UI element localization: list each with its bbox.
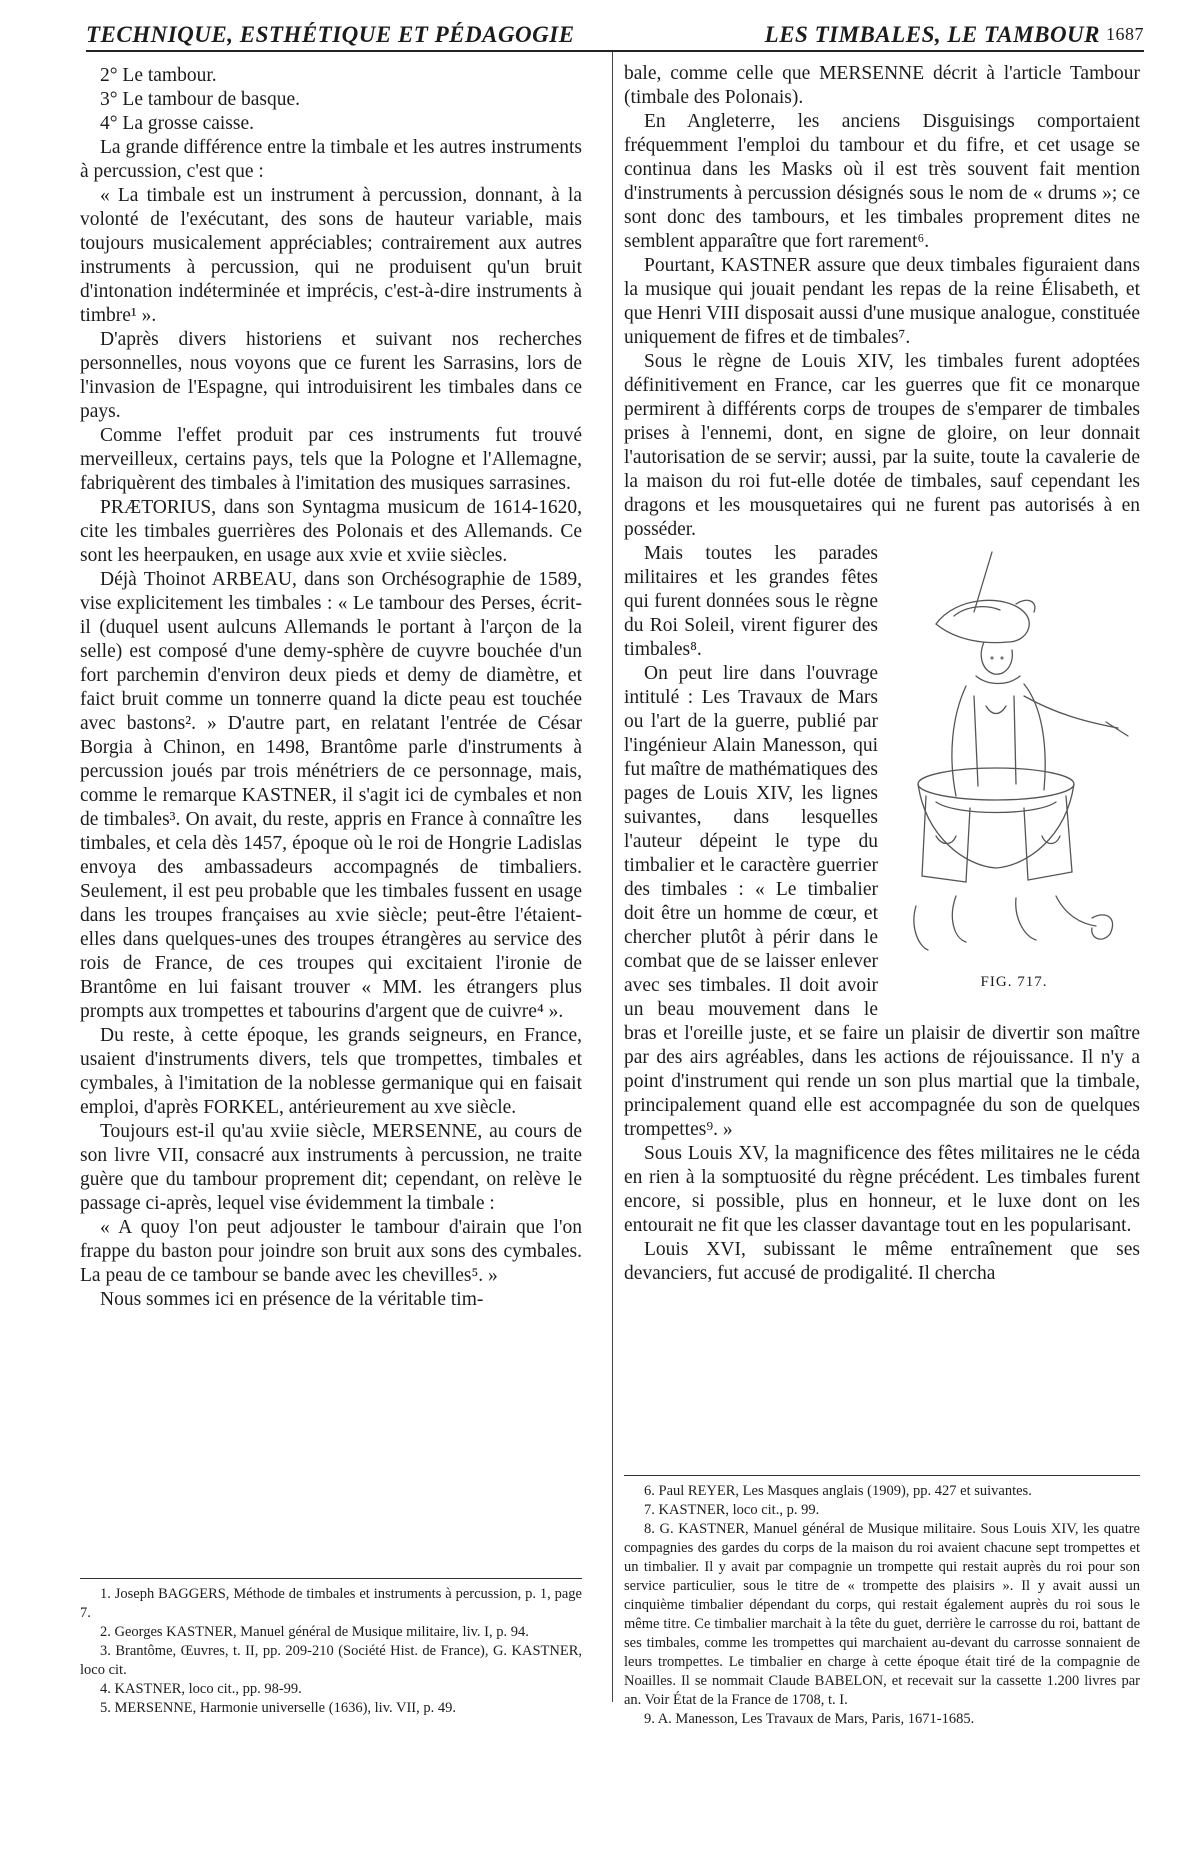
header-right-title: LES TIMBALES, LE TAMBOUR bbox=[764, 22, 1100, 47]
header-rule bbox=[86, 50, 1144, 52]
figure-caption: FIG. 717. bbox=[980, 974, 1048, 990]
paragraph: Comme l'effet produit par ces instruments fut trouvé merveilleux, certains pays, tels que la Pologne et l'Allemagne, fabriquèrent des timbales à l'imitation des musiques sarrasines. bbox=[80, 425, 582, 494]
figure-717 bbox=[888, 546, 1140, 1004]
right-column bbox=[624, 62, 1140, 1286]
paragraph: Louis XVI, subissant le même entraînement que ses devanciers, fut accusé de prodigalité. Il chercha bbox=[624, 1239, 1140, 1284]
footnote: 3. Brantôme, Œuvres, t. II, pp. 209-210 (Société Hist. de France), G. KASTNER, loco cit. bbox=[80, 1643, 582, 1678]
paragraph: Du reste, à cette époque, les grands seigneurs, en France, usaient d'instruments divers, tels que trompettes, timbales et cymbales, à l'imitation de la noblesse germanique qui en faisait emploi, d'après FORKEL, antérieurement au xve siècle. bbox=[80, 1025, 582, 1118]
paragraph: PRÆTORIUS, dans son Syntagma musicum de 1614-1620, cite les timbales guerrières des Polonais et des Allemands. Ce sont les heerpauken, en usage aux xvie et xviie siècles. bbox=[80, 497, 582, 566]
paragraph: En Angleterre, les anciens Disguisings comportaient fréquemment l'emploi du tambour et du fifre, et cet usage se continua dans les Masks où il est très souvent fait mention d'instruments à percussion désignés sous le nom de « drums »; ce sont donc des tambours, et les timbales proprement dites ne semblent apparaître que fort rarement⁶. bbox=[624, 111, 1140, 252]
paragraph: 2° Le tambour. bbox=[100, 65, 217, 86]
paragraph: 4° La grosse caisse. bbox=[100, 113, 255, 134]
timbalier-illustration bbox=[896, 546, 1136, 966]
page-number: 1687 bbox=[1106, 24, 1144, 44]
paragraph: D'après divers historiens et suivant nos recherches personnelles, nous voyons que ce furent les Sarrasins, lors de l'invasion de l'Espagne, qui introduisirent les timbales dans ce pays. bbox=[80, 329, 582, 422]
column-divider bbox=[612, 52, 613, 1702]
paragraph: Mais toutes les parades militaires et les grandes fêtes qui furent données sous le règne du Roi Soleil, virent figurer des timbales⁸. bbox=[624, 543, 878, 660]
paragraph: Sous le règne de Louis XIV, les timbales furent adoptées définitivement en France, car les guerres que fit ce monarque permirent à différents corps de troupes de s'emparer de timbales prises à l'ennemi, dont, en signe de gloire, on leur donnait l'autorisation de se servir; aussi, par la suite, toute la cavalerie de la maison du roi fut-elle dotée de timbales, sauf cependant les dragons et les mousquetaires qui ne furent pas autorisés à en posséder. bbox=[624, 351, 1140, 540]
footnote: 5. MERSENNE, Harmonie universelle (1636), liv. VII, p. 49. bbox=[100, 1700, 457, 1716]
footnote: 7. KASTNER, loco cit., p. 99. bbox=[644, 1502, 820, 1518]
header-left-title: TECHNIQUE, ESTHÉTIQUE ET PÉDAGOGIE bbox=[86, 22, 575, 47]
paragraph: « A quoy l'on peut adjouster le tambour d'airain que l'on frappe du baston pour joindre son bruit aux sons des cymbales. La peau de ce tambour se bande avec les chevilles⁵. » bbox=[80, 1217, 582, 1286]
footnotes-left bbox=[80, 1578, 582, 1718]
paragraph: On peut lire dans l'ouvrage intitulé : Les Travaux de Mars ou l'art de la guerre, publié par l'ingénieur Alain Manesson, qui fut maître de mathématiques des pages de Louis XIV, les lignes suivantes, dans lesquelles l'auteur dépeint le type du timbalier et le caractère guerrier des timbales : « Le timbalier doit être un homme de cœur, et chercher plutôt à périr dans le combat que de se laisser enlever avec ses timbales. Il doit avoir un beau mouvement dans le bras et l'oreille juste, et se faire un plaisir de divertir son maître par des airs agréables, dans les actions de réjouissance. Il n'y a point d'instrument qui rende un son plus martial que la timbale, principalement quand elle est accompagnée du son de quelques trompettes⁹. » bbox=[624, 663, 1140, 1140]
paragraph: Sous Louis XV, la magnificence des fêtes militaires ne le céda en rien à la somptuosité du règne précédent. Les timbales furent encore, si possible, plus en honneur, et le luxe dont on les entourait ne fit que les classer davantage tout en les popularisant. bbox=[624, 1143, 1140, 1236]
footnote: 8. G. KASTNER, Manuel général de Musique militaire. Sous Louis XIV, les quatre compagnies des gardes du corps de la maison du roi avaient chacune sept trompettes et un timbalier. Il y avait par compagnie un trompette qui restait auprès du roi pour son service particulier, sous le titre de « trompette des plaisirs ». Il y avait aussi un cinquième timbalier dépendant du corps, qui restait également auprès du roi sous le même titre. Ce timbalier marchait à la tête du guet, derrière le carrosse du roi, battant de ses timbales, comme les trompettes qui marchaient au-devant du carrosse sonnaient de leurs trompettes. Le timbalier en charge à cette époque était tiré de la compagnie de Noailles. Il se nommait Claude BABELON, et recevait sur la cassette 1.200 livres par an. Voir État de la France de 1708, t. I. bbox=[624, 1521, 1140, 1708]
footnote: 1. Joseph BAGGERS, Méthode de timbales et instruments à percussion, p. 1, page 7. bbox=[80, 1586, 582, 1621]
paragraph: bale, comme celle que MERSENNE décrit à l'article Tambour (timbale des Polonais). bbox=[624, 63, 1140, 108]
paragraph: La grande différence entre la timbale et les autres instruments à percussion, c'est que : bbox=[80, 137, 582, 182]
paragraph: « La timbale est un instrument à percussion, donnant, à la volonté de l'exécutant, des sons de hauteur variable, mais toujours musicalement appréciables; contrairement aux autres instruments à percussion, qui ne produisent qu'un bruit d'intonation indéterminée et imprécis, c'est-à-dire instruments à timbre¹ ». bbox=[80, 185, 582, 326]
running-header bbox=[86, 22, 1144, 48]
footnote: 9. A. Manesson, Les Travaux de Mars, Paris, 1671-1685. bbox=[644, 1711, 975, 1727]
paragraph: Nous sommes ici en présence de la véritable tim- bbox=[100, 1289, 484, 1310]
footnote: 2. Georges KASTNER, Manuel général de Musique militaire, liv. I, p. 94. bbox=[100, 1624, 529, 1640]
paragraph: 3° Le tambour de basque. bbox=[100, 89, 301, 110]
footnotes-right bbox=[624, 1475, 1140, 1729]
paragraph: Toujours est-il qu'au xviie siècle, MERSENNE, au cours de son livre VII, consacré aux instruments à percussion, ne traite guère que du tambour proprement dit; cependant, on relève le passage ci-après, lequel vise évidemment la timbale : bbox=[80, 1121, 582, 1214]
footnote: 6. Paul REYER, Les Masques anglais (1909), pp. 427 et suivantes. bbox=[644, 1483, 1032, 1499]
footnote: 4. KASTNER, loco cit., pp. 98-99. bbox=[100, 1681, 302, 1697]
left-column bbox=[80, 64, 582, 1312]
paragraph: Déjà Thoinot ARBEAU, dans son Orchésographie de 1589, vise explicitement les timbales : « Le tambour des Perses, écrit-il (duquel usent aulcuns Allemands le portant à l'arçon de la selle) est composé d'une demy-sphère de cuyvre bouchée d'un fort parchemin d'environ deux pieds et demy de diamètre, et faict bruit comme un tonnerre quand la dicte peau est touchée avec bastons². » D'autre part, en relatant l'entrée de César Borgia à Chinon, en 1498, Brantôme parle d'instruments à percussion joués par trois ménétriers de ce personnage, mais, comme le remarque KASTNER, il s'agit ici de cymbales et non de timbales³. On avait, du reste, appris en France à connaître les timbales, et cela dès 1457, époque où le roi de Hongrie Ladislas envoya des ambassadeurs accompagnés de timbaliers. Seulement, il est peu probable que les timbales fussent en usage dans les troupes françaises au xvie siècle; peut-être l'étaient-elles dans quelques-unes des troupes étrangères au service des rois de France, de ces troupes qui excitaient l'ironie de Brantôme en lui faisant trouver « MM. les étrangers plus prompts aux trompettes et tabourins d'argent que de cuivre⁴ ». bbox=[80, 569, 582, 1022]
paragraph: Pourtant, KASTNER assure que deux timbales figuraient dans la musique qui jouait pendant les repas de la reine Élisabeth, et que Henri VIII disposait aussi d'une musique analogue, constituée uniquement de fifres et de timbales⁷. bbox=[624, 255, 1140, 348]
